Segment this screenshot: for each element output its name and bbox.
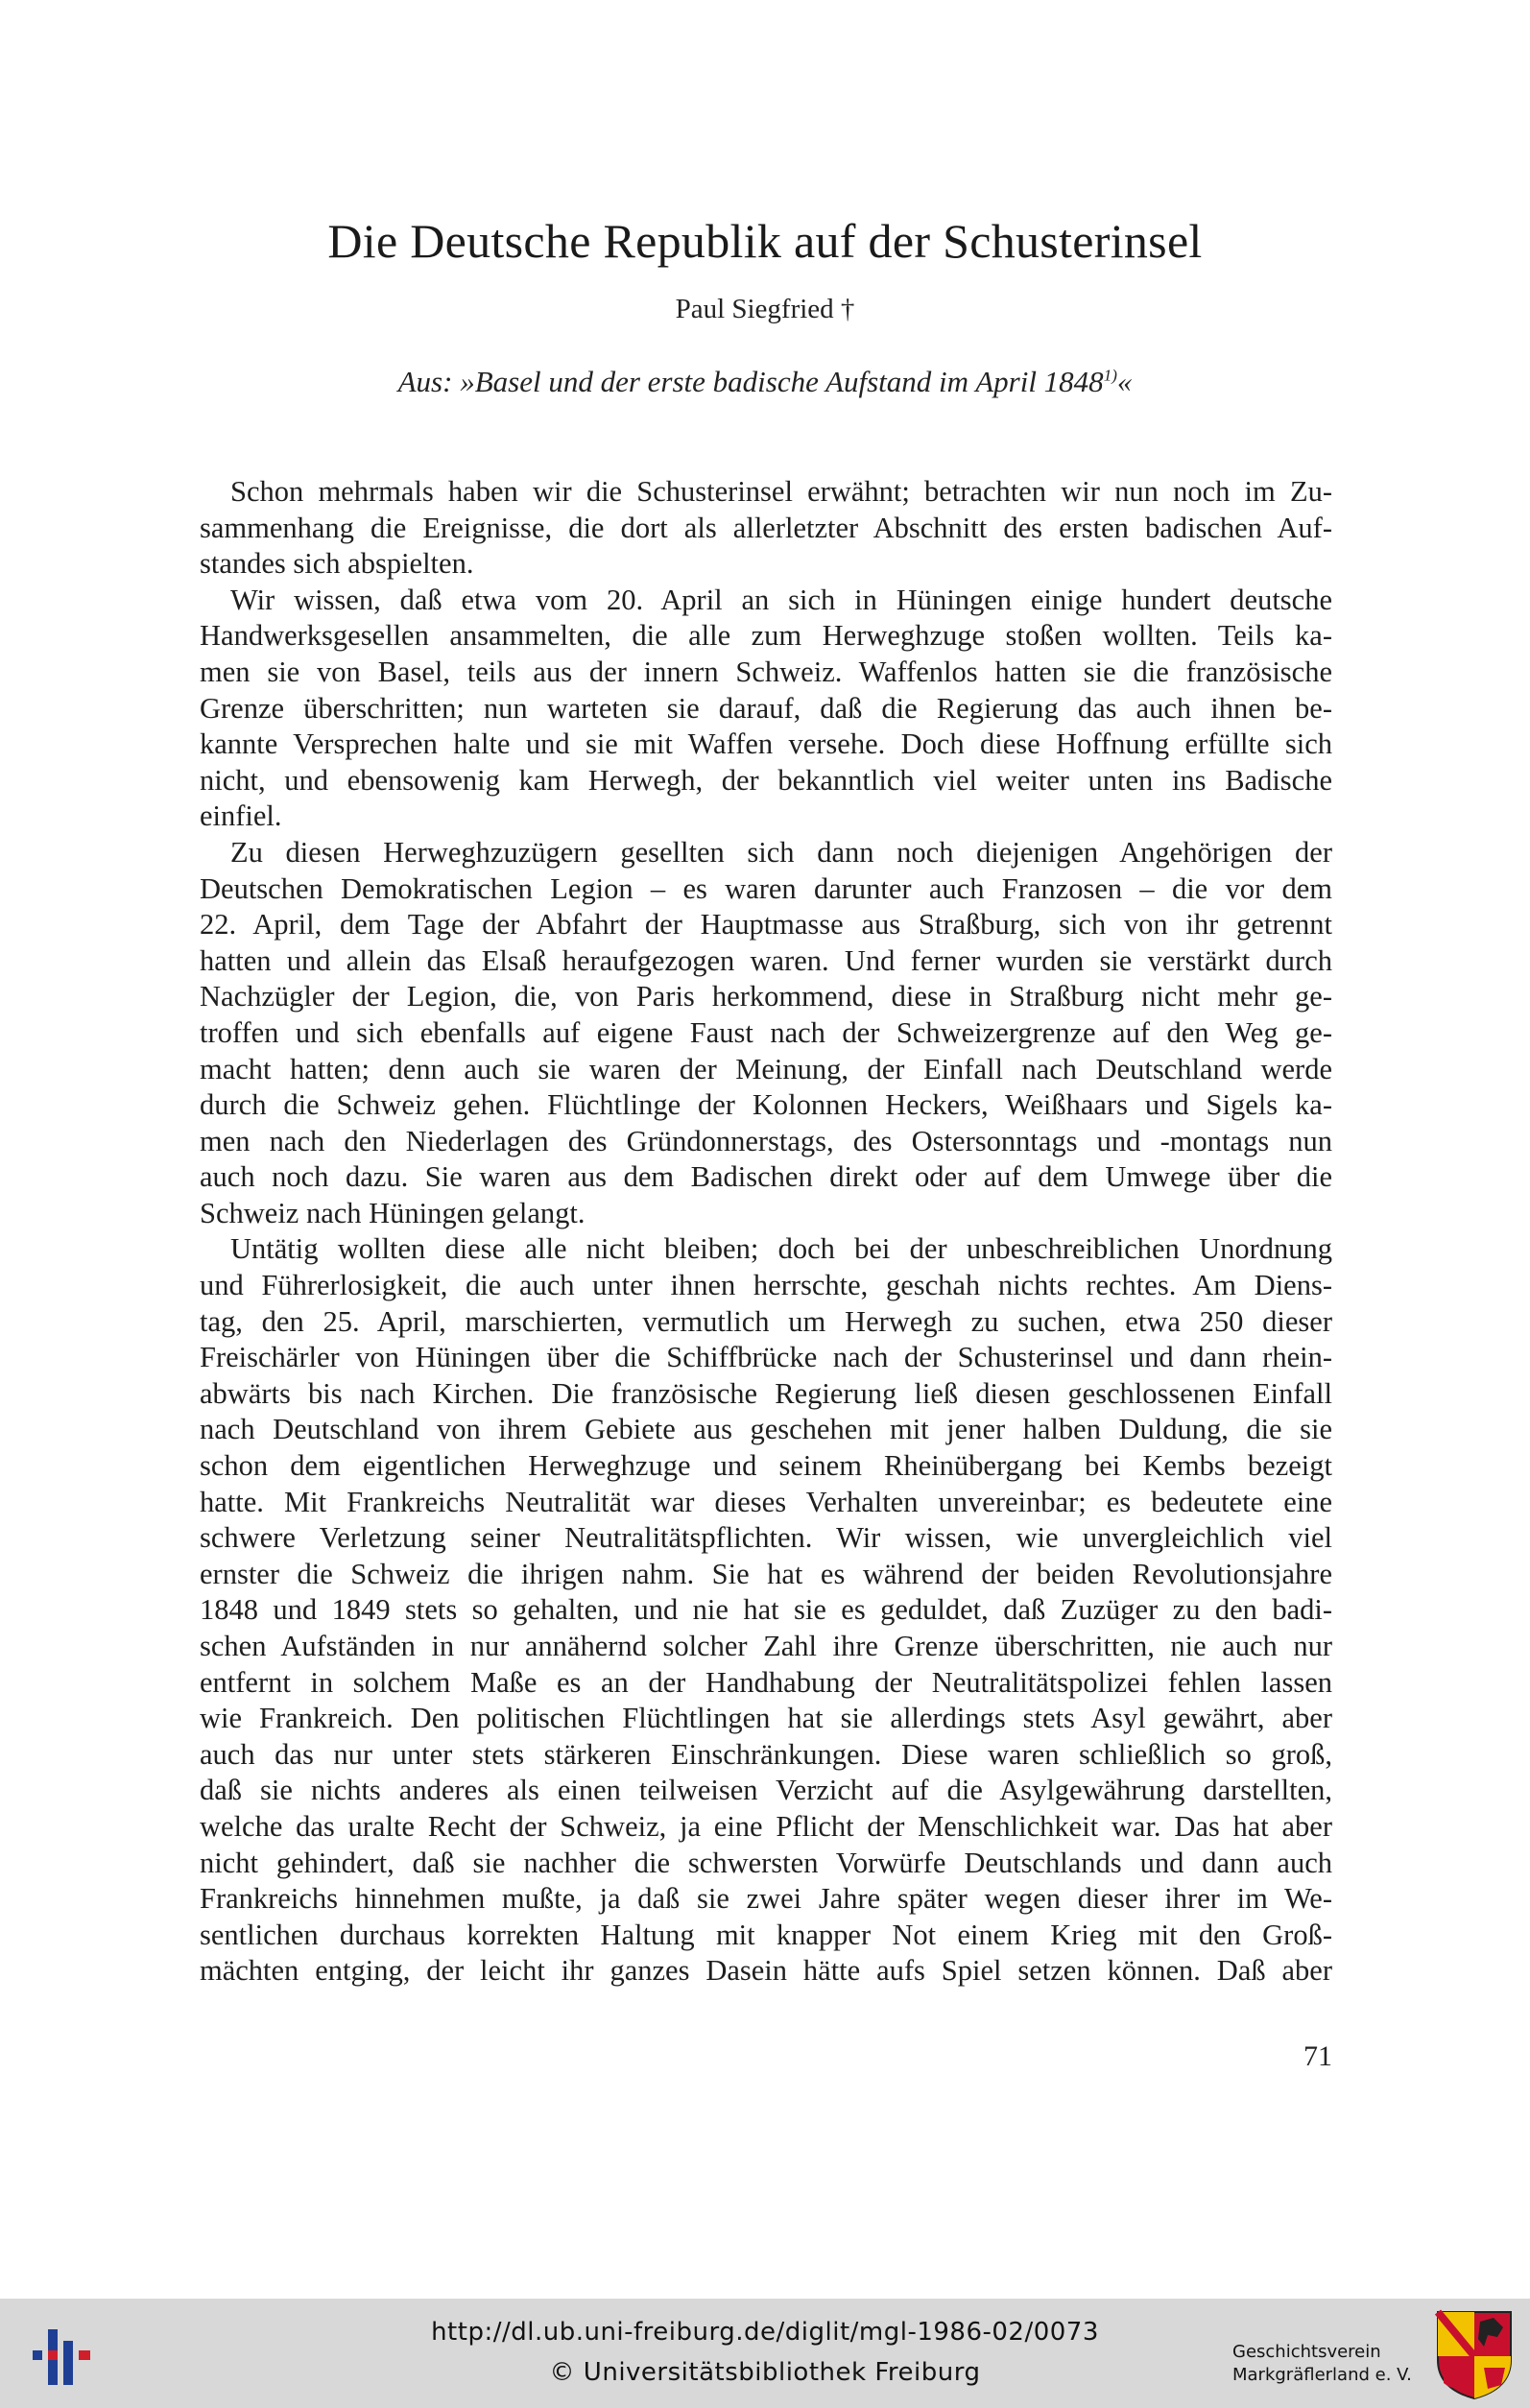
text-line: Nachzügler der Legion, die, von Paris herkommend, diese in Straßburg nicht mehr ge- [200,980,1332,1013]
text-line: welche das uralte Recht der Schweiz, ja eine Pflicht der Menschlichkeit war. Das hat aber [200,1809,1332,1843]
text-line: macht hatten; denn auch sie waren der Meinung, der Einfall nach Deutschland werde [200,1052,1332,1085]
article-subtitle [0,365,1530,399]
society-name-line2: Markgräflerland e. V. [1232,2365,1412,2385]
text-line: entfernt in solchem Maße es an der Handhabung der Neutralitätspolizei fehlen lassen [200,1665,1332,1699]
text-line: schwere Verletzung seiner Neutralitätspflichten. Wir wissen, wie unvergleichlich viel [200,1521,1332,1555]
society-name-line1: Geschichtsverein [1232,2342,1381,2362]
text-line: hatten und allein das Elsaß heraufgezogen waren. Und ferner wurden sie verstärkt durch [200,943,1332,977]
text-line: einfiel. [200,799,282,833]
text-line: wie Frankreich. Den politischen Flüchtlingen hat sie allerdings stets Asyl gewährt, aber [200,1702,1332,1735]
text-line: kannte Versprechen halte und sie mit Waffen versehe. Doch diese Hoffnung erfüllte sich [200,727,1332,761]
text-line: auch noch dazu. Sie waren aus dem Badischen direkt oder auf dem Umwege über die [200,1160,1332,1194]
article-title: Die Deutsche Republik auf der Schusterinsel [327,214,1203,268]
text-line: Grenze überschritten; nun warteten sie darauf, daß die Regierung das auch ihnen be- [200,691,1332,725]
text-line: ernster die Schweiz die ihrigen nahm. Sie hat es während der beiden Revolutionsjahre [200,1557,1332,1590]
text-line: tag, den 25. April, marschierten, vermutlich um Herwegh zu suchen, etwa 250 dieser [200,1304,1332,1338]
text-line: nicht gehindert, daß sie nachher die schwersten Vorwürfe Deutschlands und dann auch [200,1846,1332,1879]
text-line: 22. April, dem Tage der Abfahrt der Hauptmasse aus Straßburg, sich von ihr getrennt [200,908,1332,942]
text-line: Schon mehrmals haben wir die Schusterinsel erwähnt; betrachten wir nun noch im Zu- [230,475,1332,508]
text-line: Handwerksgesellen ansammelten, die alle zum Herweghzuge stoßen wollten. Teils ka- [200,619,1332,653]
text-line: Zu diesen Herweghzuzügern gesellten sich dann noch diejenigen Angehörigen der [230,835,1332,869]
subtitle-footnote-marker: 1) [1103,366,1117,385]
coat-of-arms-icon [1434,2308,1515,2400]
subtitle-text: Aus: »Basel und der erste badische Aufstand im April 1848 [397,365,1104,398]
copyright-notice: © Universitätsbibliothek Freiburg [549,2358,981,2387]
text-line: standes sich abspielten. [200,547,474,581]
article-author: Paul Siegfried † [675,294,855,324]
text-line: 1848 und 1849 stets so gehalten, und nie hat sie es geduldet, daß Zuzüger zu den badi- [200,1593,1332,1627]
text-line: durch die Schweiz gehen. Flüchtlinge der Kolonnen Heckers, Weißhaars und Sigels ka- [200,1088,1332,1122]
text-line: nach Deutschland von ihrem Gebiete aus geschehen mit jener halben Duldung, die sie [200,1413,1332,1446]
text-line: Freischärler von Hüningen über die Schiffbrücke nach der Schusterinsel und dann rhein- [200,1341,1332,1374]
text-line: sentlichen durchaus korrekten Haltung mit knapper Not einem Krieg mit den Groß- [200,1918,1332,1951]
article-body [200,474,1332,1990]
text-line: nicht, und ebensowenig kam Herwegh, der bekanntlich viel weiter unten ins Badische [200,763,1332,797]
text-line: Deutschen Demokratischen Legion – es waren darunter auch Franzosen – die vor dem [200,871,1332,905]
text-line: men sie von Basel, teils aus der innern Schweiz. Waffenlos hatten sie die französische [200,655,1332,688]
text-line: und Führerlosigkeit, die auch unter ihnen herrschte, geschah nichts rechtes. Am Diens- [200,1269,1332,1302]
viewer-footer [0,2299,1530,2408]
text-line: Schweiz nach Hüningen gelangt. [200,1196,586,1229]
society-name [1232,2341,1424,2387]
text-line: schon dem eigentlichen Herweghzuge und seinem Rheinübergang bei Kembs bezeigt [200,1449,1332,1483]
document-url-link[interactable]: http://dl.ub.uni-freiburg.de/diglit/mgl-1986-02/0073 [431,2318,1099,2347]
text-line: schen Aufständen in nur annähernd solcher Zahl ihre Grenze überschritten, nie auch nur [200,1630,1332,1662]
text-line: Frankreichs hinnehmen mußte, ja daß sie zwei Jahre später wegen dieser ihrer im We- [200,1882,1332,1916]
text-line: auch das nur unter stets stärkeren Einschränkungen. Diese waren schließlich so groß, [200,1737,1332,1771]
text-line: abwärts bis nach Kirchen. Die französische Regierung ließ diesen geschlossenen Einfall [200,1376,1332,1410]
text-line: Wir wissen, daß etwa vom 20. April an sich in Hüningen einige hundert deutsche [230,583,1332,616]
text-line: hatte. Mit Frankreichs Neutralität war dieses Verhalten unvereinbar; es bedeutete eine [200,1485,1332,1518]
text-line: troffen und sich ebenfalls auf eigene Faust nach der Schweizergrenze auf den Weg ge- [200,1015,1332,1049]
subtitle-close-quote: « [1116,365,1133,398]
text-line: sammenhang die Ereignisse, die dort als allerletzter Abschnitt des ersten badischen Auf- [200,511,1332,544]
text-line: Untätig wollten diese alle nicht bleiben; doch bei der unbeschreiblichen Unordnung [230,1232,1332,1266]
text-line: mächten entging, der leicht ihr ganzes Dasein hätte aufs Spiel setzen können. Daß aber [200,1954,1332,1988]
page-number: 71 [1303,2040,1332,2072]
text-line: men nach den Niederlagen des Gründonnerstags, des Ostersonntags und -montags nun [200,1124,1332,1157]
text-line: daß sie nichts anderes als einen teilweisen Verzicht auf die Asylgewährung darstellten, [200,1774,1332,1807]
